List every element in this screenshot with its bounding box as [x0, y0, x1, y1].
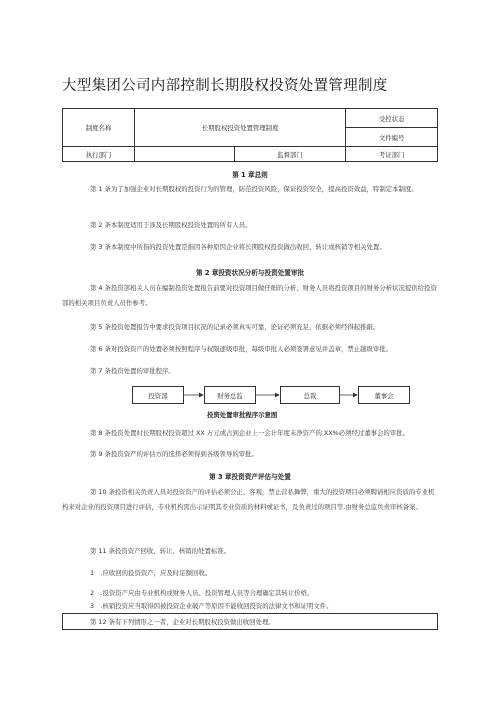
article-1: 第 1 条为了加强企业对长期股权的投资行为的管理，防范投资风险，保证投资安全，提高投资效益，特制定本制度。 — [90, 185, 418, 193]
article-7: 第 7 条投资处置的审批程序。 — [90, 367, 175, 375]
exec-dept-label: 执行部门 — [63, 147, 135, 162]
list-item-3: 3 .核销投资应当取得因被投资企业破产等原因不能收回投资的法律文书和证明文件。 — [90, 602, 333, 610]
article-5: 第 5 条投资处置报告中要求投资项目状况的记录必须真实可靠，论证必须充足，依据必须经得起推敲。 — [90, 323, 380, 331]
article-9: 第 9 条投资资产的评估方的选择必须得到各级领导的审批。 — [90, 450, 258, 458]
article-2: 第 2 条本制度适用于涉及长期股权投资处置的所有人员。 — [90, 221, 252, 229]
flow-caption: 投资处置审批程序示意图 — [207, 411, 278, 419]
article-10: 第 10 条投资相关负责人员对投资资产的评估必须公正、客观，禁止营私舞弊，重大的投资项目必须聘请相应资质的专业机构来对企业的投资项目进行评估，专业机构需出示证明其专业资质的材料或证书，及负责过的项目等,由财务总监负责审核备案。 — [62, 488, 435, 511]
article-6: 第 6 条对投资资产的处置必须按照程序与权限逐级审批，每级审批人必须签署意见并盖章，禁止越级审批。 — [90, 345, 393, 353]
verify-dept-label: 考证部门 — [346, 147, 438, 162]
chapter-3-heading: 第 3 章投资资产评估与处置 — [209, 473, 291, 481]
article-8: 第 8 条投资处置时长期股权投资超过 XX 万元或占到企业上一会计年度末净资产的 XX%必须经过董事会的审批。 — [90, 429, 409, 437]
flow-step-cfo: 财务总监 — [204, 386, 256, 404]
header-table — [62, 108, 438, 162]
list-item-2: 2 .投资资产应由专业机构或财务人员、投资管理人员等合理确定其转让价格。 — [90, 589, 314, 597]
chapter-2-heading: 第 2 章投资状况分析与投资处置审批 — [195, 269, 305, 277]
flow-step-president: 总裁 — [280, 386, 340, 404]
flow-step-board: 董事会 — [358, 386, 410, 404]
document-title: 大型集团公司内部控制长期股权投资处置管理制度 — [62, 78, 388, 94]
article-11: 第 11 条投资资产回收、转让、核销的处置标准。 — [90, 547, 231, 555]
article-3: 第 3 条本制度中所指的投资处置是指因各种原因企业将长期股权投资做出收回、转让或核销等相关处置。 — [90, 243, 386, 251]
supervise-dept-label: 监督部门 — [234, 147, 346, 162]
article-12: 第 12 条有下列情形之一者，企业对长期股权投资做出收回处理。 — [90, 618, 275, 626]
controlled-status-label: 受控状态 — [346, 109, 438, 128]
chapter-1-heading: 第 1 章总则 — [232, 171, 268, 179]
flow-step-investment-dept: 投资部 — [132, 386, 184, 404]
system-name-label: 制度名称 — [63, 109, 135, 147]
system-name-value: 长期股权投资处置管理制度 — [135, 109, 346, 147]
flow-arrows — [0, 386, 500, 404]
doc-number-label: 文件编号 — [346, 128, 438, 147]
article-4: 第 4 条投资部相关人员在编制投资处置报告前要对投资项目做仔细的分析，财务人员将投资项目的财务分析状况提供给投资部的相关项目负责人员作参考。 — [62, 284, 437, 307]
exec-dept-value — [135, 147, 235, 162]
list-item-1: 1 .应收回的投资资产，应及时足额回收。 — [90, 569, 212, 577]
